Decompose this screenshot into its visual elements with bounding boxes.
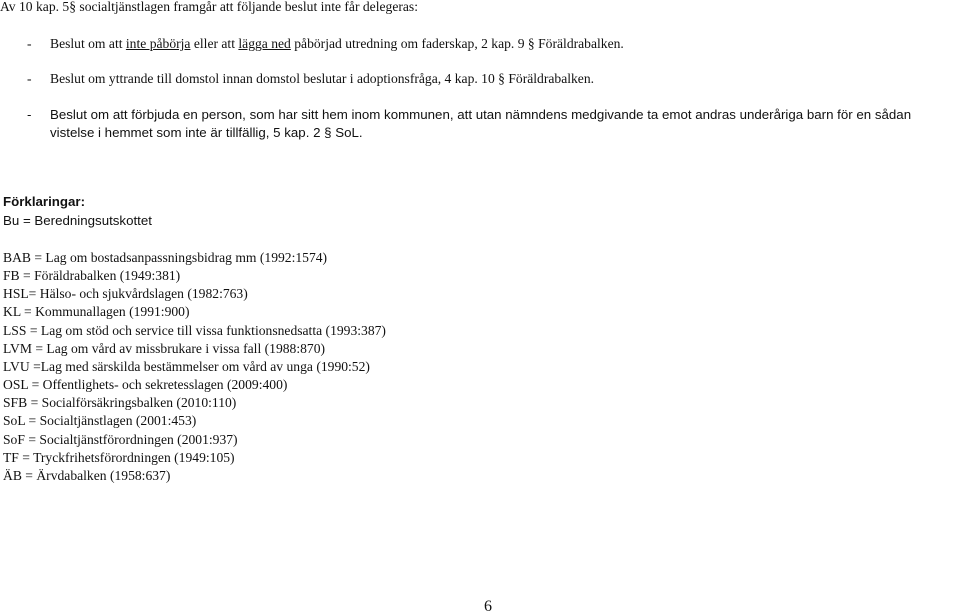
list-item-text: Beslut om yttrande till domstol innan domstol beslutar i adoptionsfråga, 4 kap. 10 § Föräldrabalken. <box>50 71 595 86</box>
abbreviation-entry: ÄB = Ärvdabalken (1958:637) <box>3 467 171 483</box>
underlined-phrase: lägga ned <box>238 36 291 51</box>
legend-bu: Bu = Beredningsutskottet <box>3 213 152 228</box>
abbreviation-entry: LSS = Lag om stöd och service till vissa funktionsnedsatta (1993:387) <box>3 322 386 338</box>
abbreviation-entry: SFB = Socialförsäkringsbalken (2010:110) <box>3 395 237 411</box>
abbreviation-entry: KL = Kommunallagen (1991:900) <box>3 304 190 320</box>
underlined-phrase: inte påbörja <box>125 36 191 51</box>
legend-heading: Förklaringar: <box>3 194 86 209</box>
list-dash: - <box>27 36 32 51</box>
abbreviation-entry: SoF = Socialtjänstförordningen (2001:937) <box>3 431 238 447</box>
intro-text: Av 10 kap. 5§ socialtjänstlagen framgår att följande beslut inte får delegeras: <box>0 0 418 14</box>
abbreviation-entry: HSL= Hälso- och sjukvårdslagen (1982:763) <box>3 286 248 302</box>
list-dash: - <box>27 71 32 86</box>
abbreviation-entry: OSL = Offentlighets- och sekretesslagen (2009:400) <box>3 377 288 393</box>
abbreviation-entry: TF = Tryckfrihetsförordningen (1949:105) <box>3 449 235 465</box>
list-item-text: Beslut om att inte påbörja eller att lägga ned påbörjad utredning om faderskap, 2 kap. 9 § Föräldrabalken. <box>50 36 624 51</box>
abbreviation-entry: SoL = Socialtjänstlagen (2001:453) <box>3 413 197 429</box>
abbreviation-entry: BAB = Lag om bostadsanpassningsbidrag mm (1992:1574) <box>3 250 328 265</box>
abbreviation-entry: LVU =Lag med särskilda bestämmelser om vård av unga (1990:52) <box>3 358 370 374</box>
abbreviation-entry: LVM = Lag om vård av missbrukare i vissa fall (1988:870) <box>3 340 326 356</box>
list-item-text: Beslut om att förbjuda en person, som har sitt hem inom kommunen, att utan nämndens medgivande ta emot andras underåriga barn för en sådan <box>50 107 912 122</box>
page-number: 6 <box>484 598 492 615</box>
abbreviation-entry: FB = Föräldrabalken (1949:381) <box>3 268 181 284</box>
list-dash: - <box>27 107 32 122</box>
list-item-continuation: vistelse i hemmet som inte är tillfällig, 5 kap. 2 § SoL. <box>50 125 363 140</box>
